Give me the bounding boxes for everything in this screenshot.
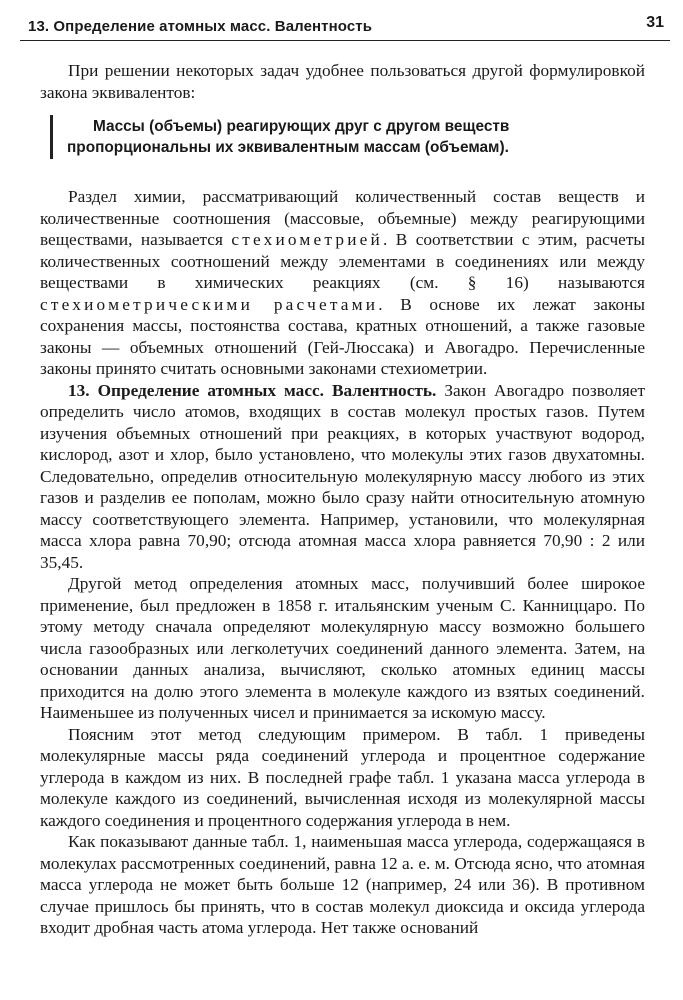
page-body: [40, 60, 645, 939]
term-stoichiometric-calculations: стехиометрическими расчетами: [40, 294, 379, 314]
page-number: 31: [646, 14, 664, 31]
paragraph-spacer: [40, 172, 645, 186]
section-13-text: Закон Авогадро позволяет определить число атомов, входящих в состав молекул простых газов. Путем изучения объемных отношений при реакциях, в которых участвуют водород, кислород, азот и хлор, было установлено, что молекулы этих газов двухатомны. Следовательно, определив относительную молекулярную массу любого из этих газов и разделив ее пополам, можно было сразу найти относительную атомную массу соответствующего элемента. Например, установили, что молекулярная масса хлора равна 70,90; отсюда атомная масса хлора равняется 70,90 : 2 или 35,45.: [40, 380, 646, 572]
example-paragraph: Поясним этот метод следующим примером. В табл. 1 приведены молекулярные массы ряда соединений углерода и процентное содержание углерода в каждом из них. В последней графе табл. 1 указана масса углерода в молекуле каждого из соединений, вычисленная исходя из молекулярной массы каждого соединения и процентного содержания углерода в нем.: [40, 724, 645, 830]
section-13-paragraph: [40, 380, 645, 574]
running-header: [20, 10, 670, 41]
intro-paragraph: При решении некоторых задач удобнее пользоваться другой формулировкой закона эквивалентов:: [40, 61, 645, 102]
term-stoichiometry: стехиометрией: [231, 230, 384, 249]
cannizzaro-paragraph: Другой метод определения атомных масс, получивший более широкое применение, был предложен в 1858 г. итальянским ученым С. Канниццаро. По этому методу сначала определяют молекулярную массу возможно большего числа газообразных или легколетучих соединений данного элемента. Затем, на основании данных анализа, вычисляют, сколько атомных единиц массы приходится на долю этого элемента в молекуле каждого из взятых соединений. Наименьшее из полученных чисел и принимается за искомую массу.: [40, 574, 645, 722]
header-title: 13. Определение атомных масс. Валентность: [28, 18, 373, 35]
p1-text-a: Раздел химии, рассматривающий количественный состав веществ и количественные соотношения (массовые, объемные) между реагирующими веществами, называется: [40, 187, 645, 249]
section-heading: 13. Определение атомных масс. Валентность.: [68, 380, 437, 400]
p1-text-c: . В основе их лежат законы сохранения массы, постоянства состава, кратных отношений, а также газовые законы — объемных отношений (Гей-Люссака) и Авогадро. Перечисленные законы принято считать основными законами стехиометрии.: [40, 294, 645, 378]
rule-statement: Массы (объемы) реагирующих друг с другом веществ пропорциональны их эквивалентным массам (объемам).: [50, 115, 645, 159]
p1-text-b: . В соответствии с этим, расчеты количественных соотношений между элементами в соединениях или между веществами в химических реакциях (см. § 16) называются: [40, 230, 645, 292]
stoichiometry-paragraph: [40, 186, 645, 380]
conclusion-paragraph: Как показывают данные табл. 1, наименьшая масса углерода, содержащаяся в молекулах рассмотренных соединений, равна 12 а. е. м. Отсюда ясно, что атомная масса углерода не может быть больше 12 (например, 24 или 36). В противном случае пришлось бы принять, что в состав молекул диоксида и оксида углерода входит дробная часть атома углерода. Нет также оснований: [40, 832, 645, 937]
